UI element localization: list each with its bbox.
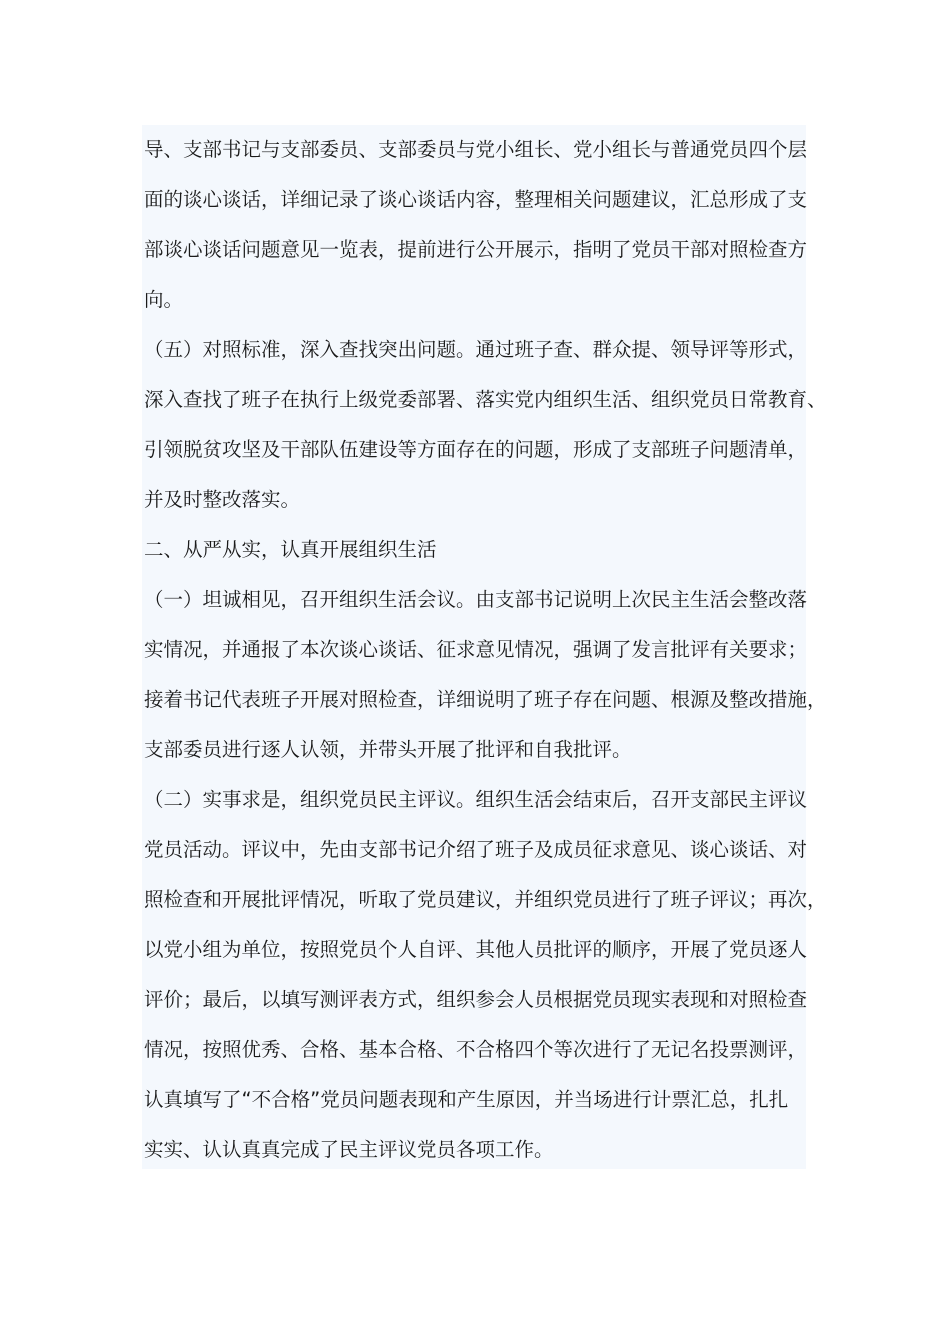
text-line-20: 认真填写了“不合格”党员问题表现和产生原因，并当场进行计票汇总，扎扎 [144, 1088, 789, 1111]
text-line-10: （一）坦诚相见，召开组织生活会议。由支部书记说明上次民主生活会整改落 [144, 588, 808, 611]
text-line-8: 并及时整改落实。 [144, 488, 301, 511]
text-line-17: 以党小组为单位，按照党员个人自评、其他人员批评的顺序，开展了党员逐人 [144, 938, 808, 961]
text-line-12: 接着书记代表班子开展对照检查，详细说明了班子存在问题、根源及整改措施， [144, 688, 827, 711]
highlighted-text-block [142, 125, 827, 1169]
text-line-2: 面的谈心谈话，详细记录了谈心谈话内容，整理相关问题建议，汇总形成了支 [144, 188, 808, 211]
text-line-5: （五）对照标准，深入查找突出问题。通过班子查、群众提、领导评等形式， [144, 338, 808, 361]
text-line-19: 情况，按照优秀、合格、基本合格、不合格四个等次进行了无记名投票测评， [144, 1038, 808, 1061]
text-line-6: 深入查找了班子在执行上级党委部署、落实党内组织生活、组织党员日常教育、 [144, 388, 827, 411]
text-line-18: 评价；最后，以填写测评表方式，组织参会人员根据党员现实表现和对照检查 [144, 988, 808, 1011]
text-line-14: （二）实事求是，组织党员民主评议。组织生活会结束后，召开支部民主评议 [144, 788, 808, 811]
text-line-13: 支部委员进行逐人认领，并带头开展了批评和自我批评。 [144, 738, 632, 761]
text-line-15: 党员活动。评议中，先由支部书记介绍了班子及成员征求意见、谈心谈话、对 [144, 838, 808, 861]
text-line-1: 导、支部书记与支部委员、支部委员与党小组长、党小组长与普通党员四个层 [144, 138, 808, 161]
text-line-21: 实实、认认真真完成了民主评议党员各项工作。 [144, 1138, 554, 1161]
text-line-3: 部谈心谈话问题意见一览表，提前进行公开展示，指明了党员干部对照检查方 [144, 238, 808, 261]
section-heading: 二、从严从实，认真开展组织生活 [144, 538, 437, 561]
text-line-4: 向。 [144, 288, 184, 311]
text-line-16: 照检查和开展批评情况，听取了党员建议，并组织党员进行了班子评议；再次， [144, 888, 827, 911]
text-line-11: 实情况，并通报了本次谈心谈话、征求意见情况，强调了发言批评有关要求； [144, 638, 808, 661]
text-line-7: 引领脱贫攻坚及干部队伍建设等方面存在的问题，形成了支部班子问题清单， [144, 438, 808, 461]
